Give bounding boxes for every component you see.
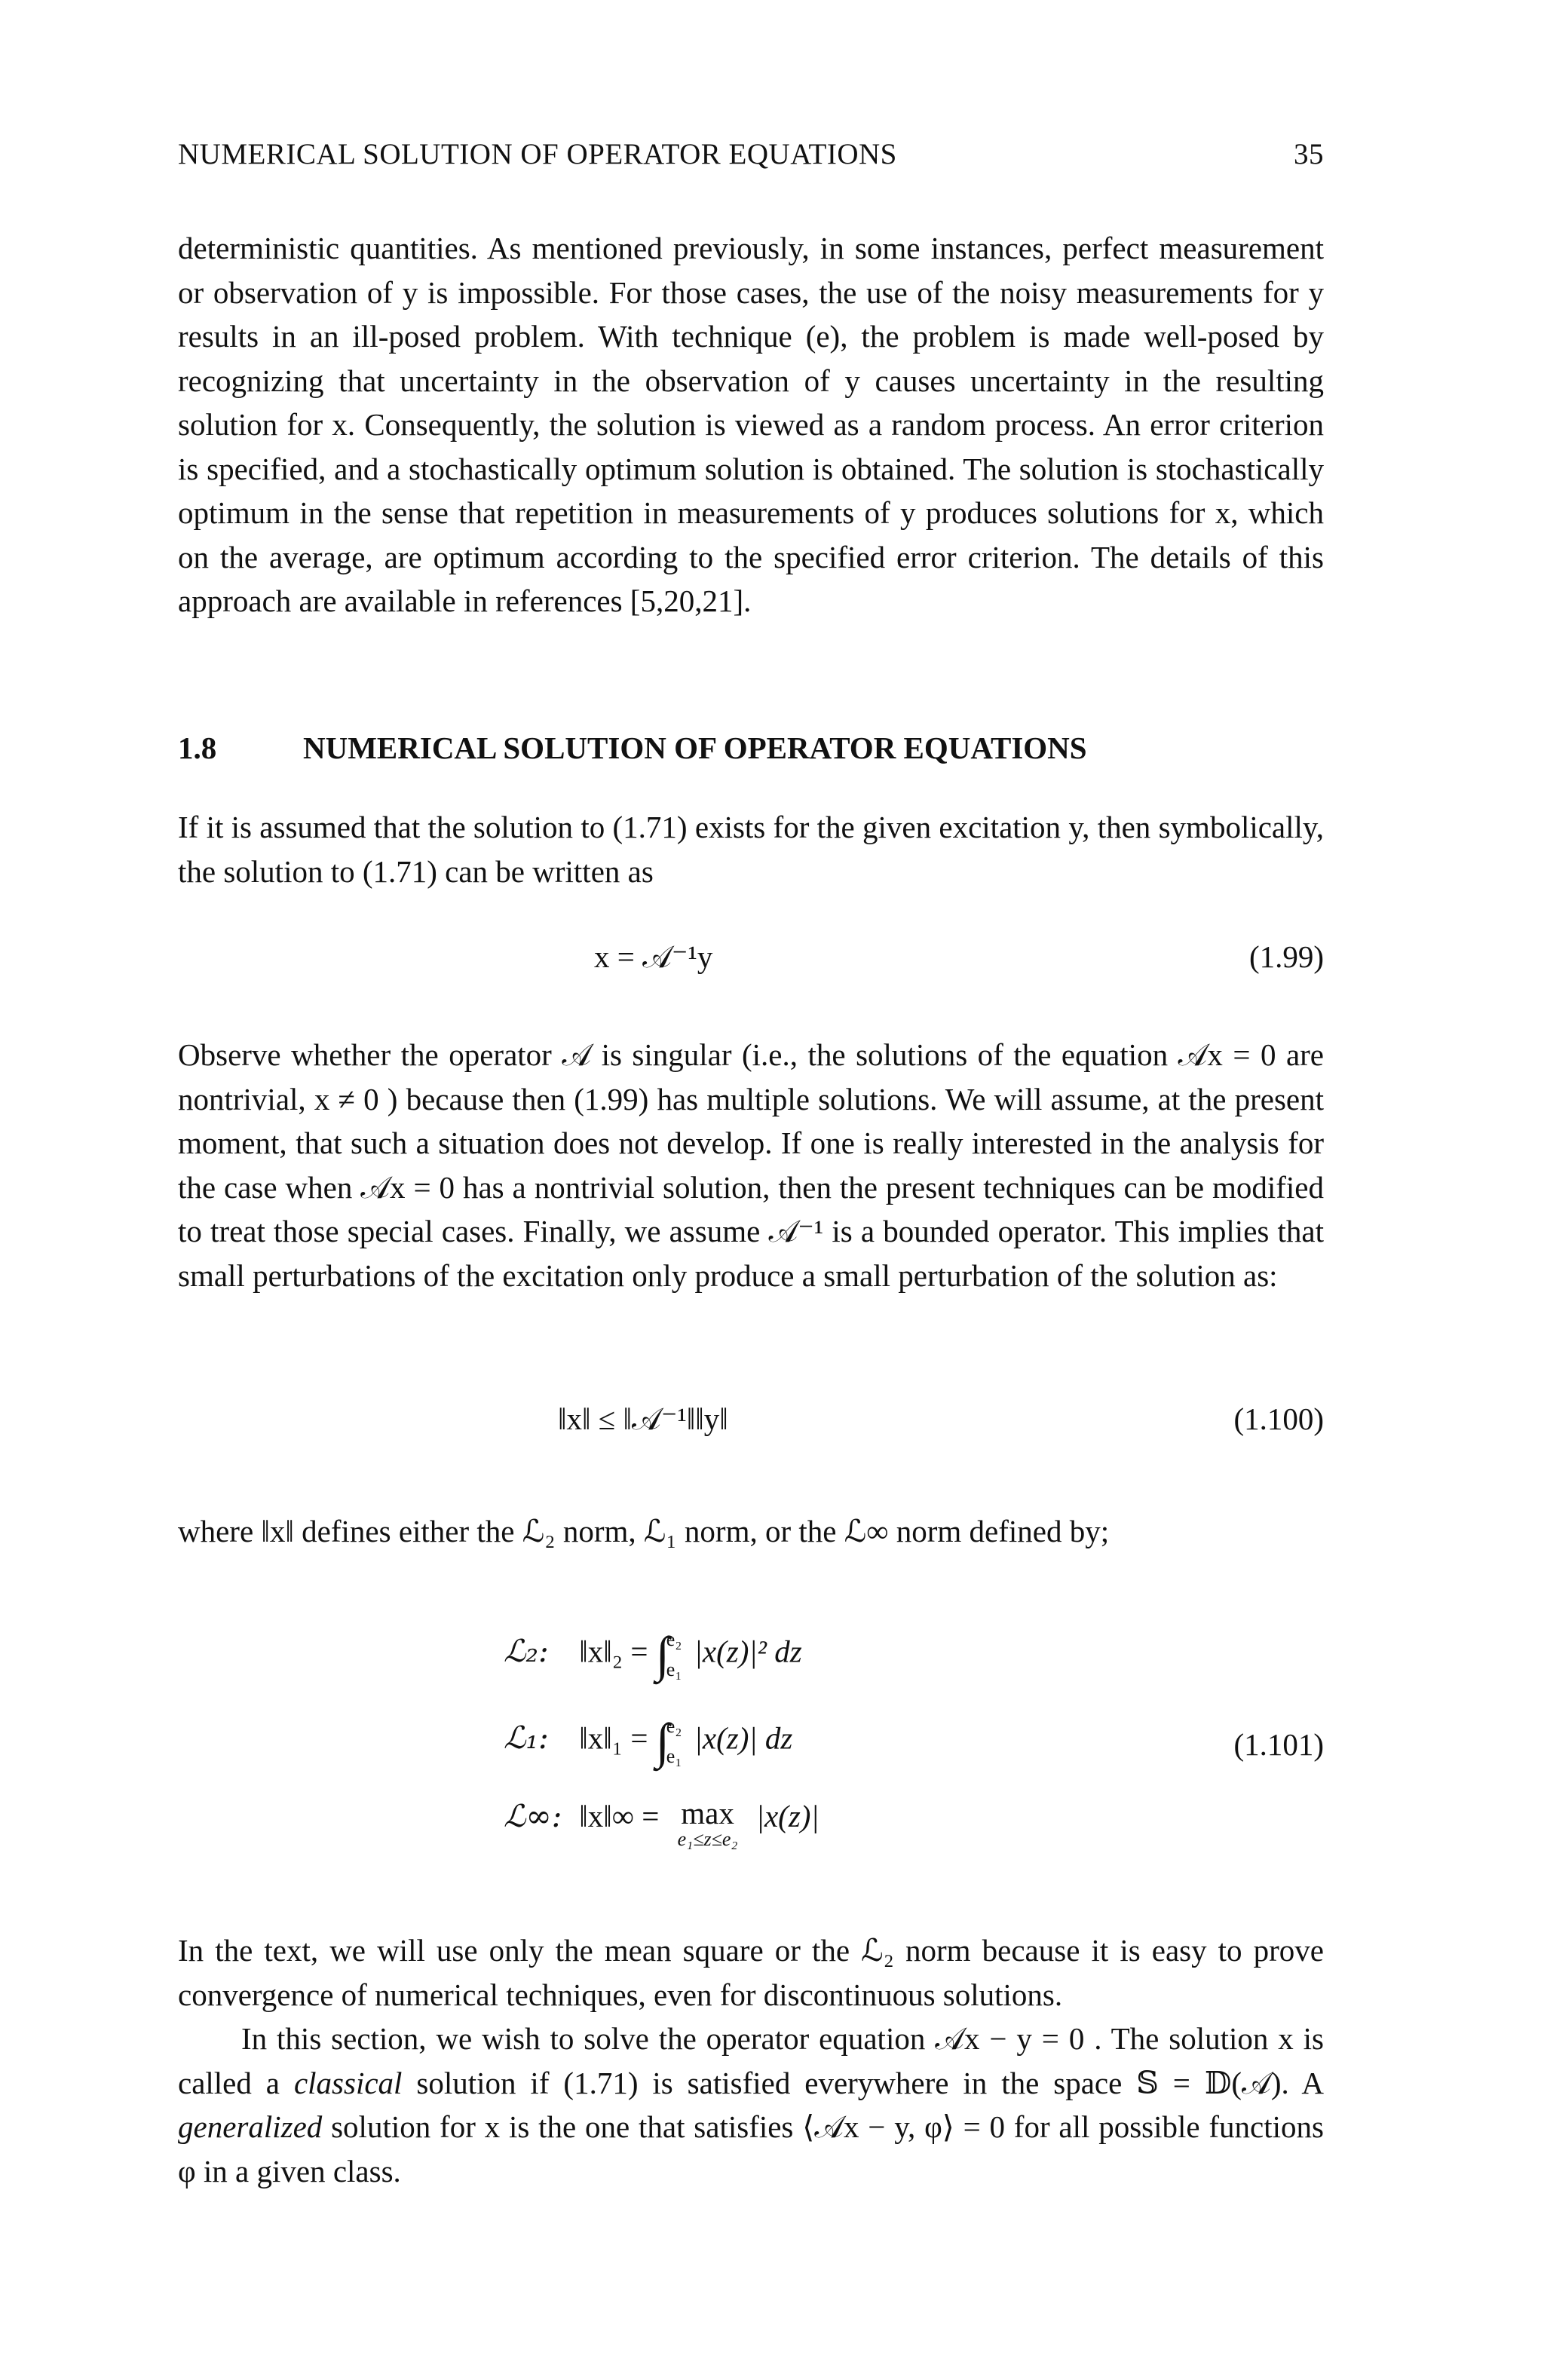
section-heading bbox=[178, 730, 1087, 766]
limit-upper: e₂ bbox=[666, 1628, 682, 1650]
norm-name-l1: ℒ₁: bbox=[504, 1720, 549, 1757]
norm-name-l2: ℒ₂: bbox=[504, 1633, 549, 1670]
equation-1-101-label: (1.101) bbox=[1233, 1727, 1324, 1762]
paragraph-6-text-c: solution for x is the one that satisfies ⟨𝒜x − y, φ⟩ = 0 for all possible functions φ in a given class. bbox=[178, 2109, 1324, 2189]
equation-1-100-body: ‖x‖ ≤ ‖𝒜⁻¹‖‖y‖ bbox=[558, 1401, 728, 1436]
limit-upper: e₂ bbox=[666, 1715, 682, 1737]
equation-1-99-label: (1.99) bbox=[1248, 939, 1324, 974]
paragraph-3-text: Observe whether the operator 𝒜 is singular (i.e., the solutions of the equation 𝒜x = 0 are nontrivial, x ≠ 0 ) because then (1.99) has multiple solutions. We will assume, at the present moment, that such a situation does not develop. If one is really interested in the analysis for the case when 𝒜x = 0 has a nontrivial solution, then the present techniques can be modified to treat those special cases. Finally, we assume 𝒜⁻¹ is a bounded operator. This implies that small perturbations of the excitation only produce a small perturbation of the solution as: bbox=[178, 1037, 1324, 1293]
max-subscript: e₁≤z≤e₂ bbox=[677, 1828, 738, 1850]
section-title: NUMERICAL SOLUTION OF OPERATOR EQUATIONS bbox=[303, 731, 1087, 765]
max-word: max bbox=[681, 1796, 734, 1830]
term-classical: classical bbox=[293, 2065, 403, 2100]
term-generalized: generalized bbox=[178, 2109, 323, 2144]
paragraph-3 bbox=[178, 1033, 1324, 1297]
page-number: 35 bbox=[1294, 138, 1324, 170]
norm-name-linf: ℒ∞: bbox=[504, 1798, 562, 1834]
norm-integrand-l1: |x(z)| dz bbox=[694, 1720, 793, 1756]
equation-1-101-line-l1 bbox=[504, 1711, 792, 1772]
norm-lhs-linf: ‖x‖∞ = bbox=[579, 1799, 660, 1833]
paragraph-2-text: If it is assumed that the solution to (1.71) exists for the given excitation y, then symbolically, the solution to (1.71) can be written as bbox=[178, 810, 1324, 889]
equation-1-100-label: (1.100) bbox=[1233, 1401, 1324, 1436]
paragraph-4-text: where ‖x‖ defines either the ℒ₂ norm, ℒ₁ norm, or the ℒ∞ norm defined by; bbox=[178, 1514, 1110, 1548]
integral-sign: ∫ bbox=[655, 1714, 669, 1769]
running-head-title: NUMERICAL SOLUTION OF OPERATOR EQUATIONS bbox=[178, 138, 897, 170]
paragraph-1 bbox=[178, 226, 1324, 623]
paragraph-4 bbox=[178, 1509, 1324, 1554]
integral-limits bbox=[666, 1711, 682, 1772]
equation-1-101-line-linf bbox=[504, 1798, 819, 1851]
integral-sign: ∫ bbox=[655, 1627, 669, 1683]
norm-integrand-l2: |x(z)|² dz bbox=[694, 1634, 802, 1669]
limit-lower: e₁ bbox=[666, 1745, 682, 1767]
norm-lhs-l2: ‖x‖₂ = bbox=[579, 1634, 648, 1669]
equation-1-99-body: x = 𝒜⁻¹y bbox=[594, 939, 713, 974]
norm-rhs-linf: |x(z)| bbox=[755, 1799, 819, 1833]
norm-lhs-l1: ‖x‖₁ = bbox=[579, 1720, 648, 1756]
section-number: 1.8 bbox=[178, 731, 217, 765]
equation-1-101-line-l2 bbox=[504, 1625, 802, 1685]
limit-lower: e₁ bbox=[666, 1659, 682, 1680]
paragraph-1-text: deterministic quantities. As mentioned previously, in some instances, perfect measurement or observation of y is impossible. For those cases, the use of the noisy measurements for y results in an ill-posed problem. With technique (e), the problem is made well-posed by recognizing that uncertainty in the observation of y causes uncertainty in the resulting solution for x. Consequently, the solution is viewed as a random process. An error criterion is specified, and a stochastically optimum solution is obtained. The solution is stochastically optimum in the sense that repetition in measurements of y produces solutions for x, which on the average, are optimum according to the specified error criterion. The details of this approach are available in references [5,20,21]. bbox=[178, 231, 1324, 618]
paragraph-6-text-a: In this section, we wish to solve the operator equation 𝒜x − y = 0 . The solution x is called a bbox=[178, 2021, 1324, 2100]
paragraph-5 bbox=[178, 1928, 1324, 2017]
paragraph-6 bbox=[178, 2017, 1324, 2193]
paragraph-2 bbox=[178, 805, 1324, 893]
paragraph-6-text-b: solution if (1.71) is satisfied everywhere in the space 𝕊 = 𝔻(𝒜). A bbox=[402, 2065, 1325, 2100]
integral-limits bbox=[666, 1625, 682, 1685]
paragraph-5-text: In the text, we will use only the mean square or the ℒ₂ norm because it is easy to prove convergence of numerical techniques, even for discontinuous solutions. bbox=[178, 1933, 1324, 2012]
max-operator bbox=[678, 1798, 738, 1851]
equation-1-99 bbox=[594, 939, 712, 976]
equation-1-100 bbox=[558, 1401, 728, 1438]
running-head bbox=[178, 137, 1324, 171]
